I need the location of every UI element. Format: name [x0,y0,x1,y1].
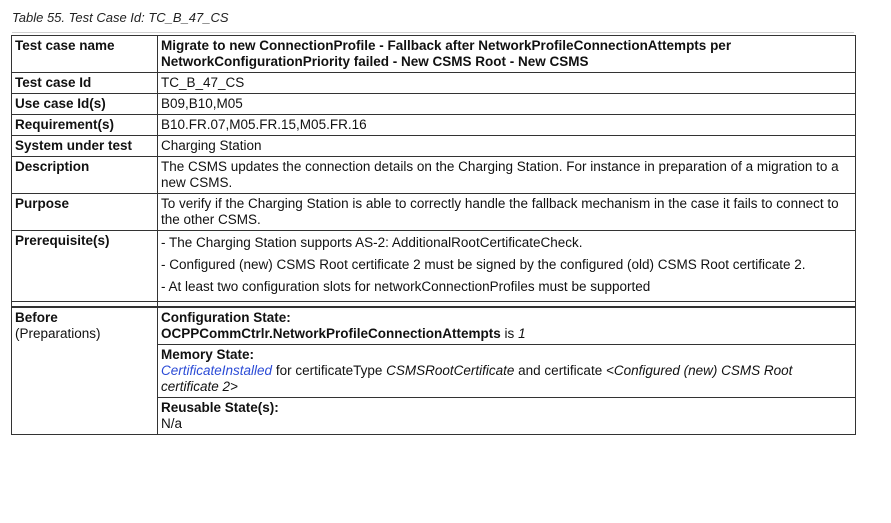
configuration-is: is [500,326,519,341]
configuration-variable: OCPPCommCtrlr.NetworkProfileConnectionAttempts [161,326,501,341]
row-prerequisites [12,231,856,302]
row-purpose [12,194,856,231]
configuration-state-cell [158,307,856,345]
reusable-state-value: N/a [161,416,183,431]
reusable-state-cell [158,398,856,435]
prerequisite-item: - At least two configuration slots for networkConnectionProfiles must be supported [161,279,651,294]
row-test-case-id [12,73,856,94]
table-caption: Table 55. Test Case Id: TC_B_47_CS [12,10,229,25]
value-use-case-ids: B09,B10,M05 [158,94,856,115]
row-before-config [12,307,856,345]
row-test-case-name [12,36,856,73]
row-system-under-test [12,136,856,157]
certificate-installed-link[interactable]: CertificateInstalled [161,363,273,378]
configuration-value: 1 [518,326,526,341]
configuration-state-heading: Configuration State: [161,310,291,325]
memory-certificate: <Configured (new) CSMS Root certificate 2> [161,363,793,394]
label-test-case-name: Test case name [12,36,158,73]
label-requirements: Requirement(s) [12,115,158,136]
prerequisite-item: - The Charging Station supports AS-2: AdditionalRootCertificateCheck. [161,235,583,250]
value-description: The CSMS updates the connection details on the Charging Station. For instance in preparation of a migration to a new CSMS. [158,157,856,194]
row-description [12,157,856,194]
value-prerequisites [158,231,856,302]
label-test-case-id: Test case Id [12,73,158,94]
memory-cert-type: CSMSRootCertificate [386,363,515,378]
memory-text-1: for certificateType [272,363,387,378]
value-system-under-test: Charging Station [158,136,856,157]
memory-state-cell [158,345,856,398]
value-requirements: B10.FR.07,M05.FR.15,M05.FR.16 [158,115,856,136]
memory-text-2: and certificate [514,363,606,378]
caption-divider [12,32,854,33]
label-description: Description [12,157,158,194]
label-use-case-ids: Use case Id(s) [12,94,158,115]
test-case-table [11,35,856,435]
row-requirements [12,115,856,136]
memory-state-heading: Memory State: [161,347,255,362]
before-sublabel: (Preparations) [15,326,101,341]
label-system-under-test: System under test [12,136,158,157]
before-label: Before [15,310,58,325]
value-test-case-id: TC_B_47_CS [158,73,856,94]
label-purpose: Purpose [12,194,158,231]
prerequisite-item: - Configured (new) CSMS Root certificate 2 must be signed by the configured (old) CSMS Root certificate 2. [161,257,806,272]
label-prerequisites: Prerequisite(s) [12,231,158,302]
value-test-case-name: Migrate to new ConnectionProfile - Fallback after NetworkProfileConnectionAttempts per NetworkConfigurationPriority failed - New CSMS Root - New CSMS [158,36,856,73]
label-before [12,307,158,435]
value-purpose: To verify if the Charging Station is able to correctly handle the fallback mechanism in the case it fails to connect to the other CSMS. [158,194,856,231]
reusable-state-heading: Reusable State(s): [161,400,279,415]
row-use-case-ids [12,94,856,115]
